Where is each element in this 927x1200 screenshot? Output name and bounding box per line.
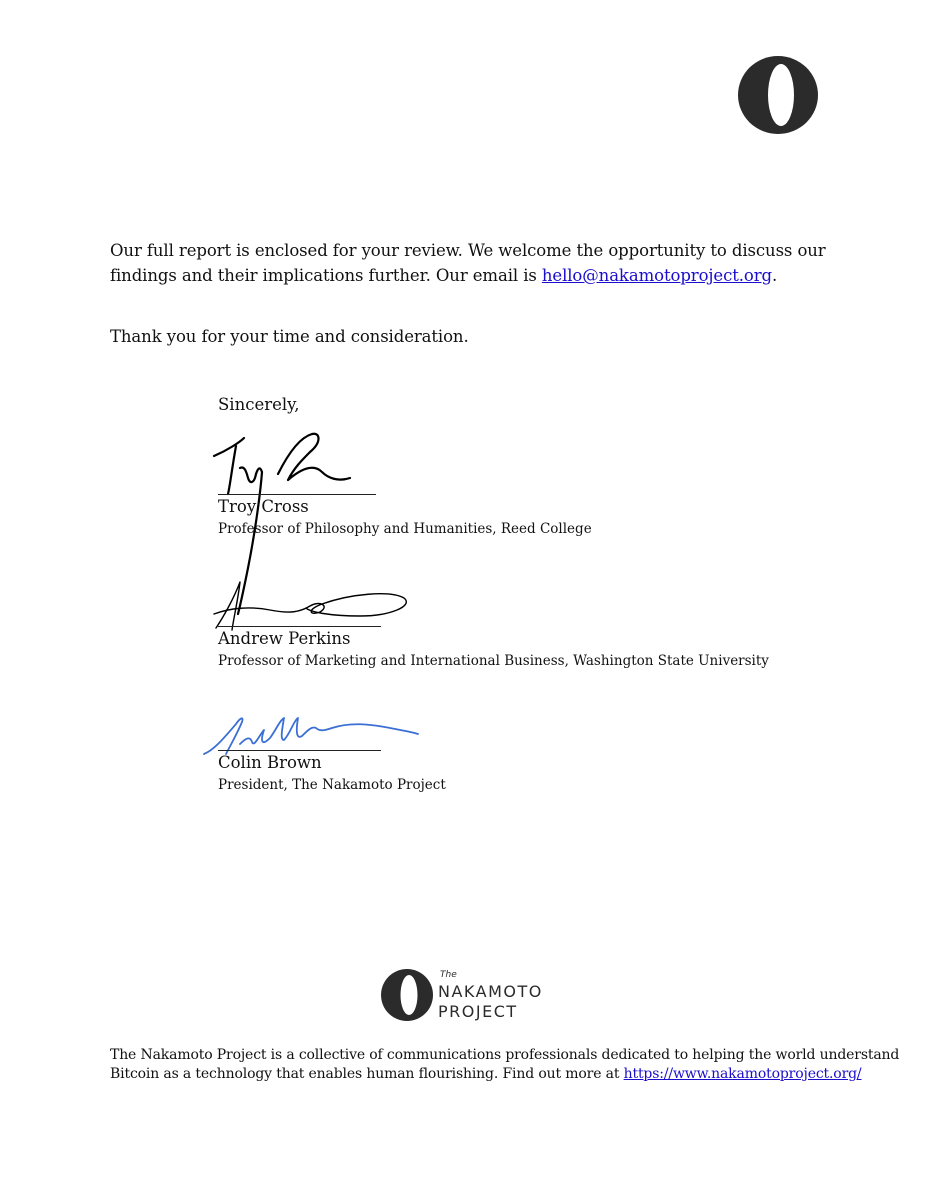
signature-line: [218, 750, 381, 751]
signer-title: Professor of Marketing and International Business, Washington State University: [218, 653, 769, 669]
signature-block-colin: [218, 750, 818, 795]
paragraph-line: [110, 263, 826, 288]
letter-paragraph-thanks: Thank you for your time and consideration.: [110, 327, 469, 346]
nakamoto-logo-icon: [736, 55, 820, 135]
footer-logo-word1: NAKAMOTO: [438, 982, 543, 1001]
footer-line: The Nakamoto Project is a collective of communications professionals dedicated to helping the world understand: [110, 1047, 900, 1063]
footer-logo-word2: PROJECT: [438, 1002, 518, 1021]
paragraph-text: .: [771, 266, 778, 285]
nakamoto-logo-icon: [380, 968, 434, 1022]
signature-block-troy: [218, 494, 818, 539]
signer-name: Troy Cross: [218, 497, 309, 516]
footer-line: [110, 1065, 899, 1084]
signature-line: [218, 494, 376, 495]
paragraph-line: Our full report is enclosed for your review. We welcome the opportunity to discuss our: [110, 241, 826, 260]
signer-name: Colin Brown: [218, 753, 322, 772]
footer-description: [110, 1046, 899, 1084]
signature-block-andrew: [218, 626, 818, 671]
email-link[interactable]: hello@nakamotoproject.org: [541, 266, 772, 285]
signer-title: Professor of Philosophy and Humanities, Reed College: [218, 521, 592, 537]
signature-line: [218, 626, 381, 627]
footer-text: Bitcoin as a technology that enables human flourishing. Find out more at: [110, 1066, 624, 1082]
letter-paragraph-report: [110, 238, 826, 288]
signer-title: President, The Nakamoto Project: [218, 777, 446, 793]
website-link[interactable]: https://www.nakamotoproject.org/: [623, 1066, 862, 1082]
closing-text: Sincerely,: [218, 395, 300, 414]
footer-logo: [380, 968, 550, 1026]
paragraph-text: findings and their implications further. Our email is: [110, 266, 542, 285]
footer-logo-the: The: [440, 970, 457, 980]
signer-name: Andrew Perkins: [218, 629, 351, 648]
